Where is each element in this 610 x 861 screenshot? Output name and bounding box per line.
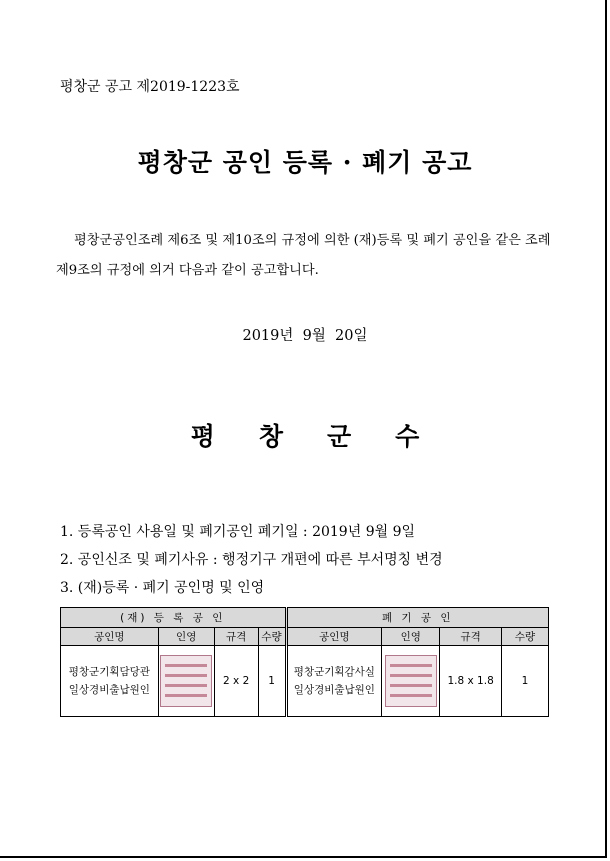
discard-seal-qty: 1	[502, 646, 549, 717]
seal-table	[60, 607, 549, 717]
issuer-char: 군	[327, 422, 352, 451]
seal-impression-icon	[160, 655, 212, 707]
column-header: 공인명	[286, 628, 382, 646]
register-header: (재) 등 록 공 인	[61, 608, 287, 628]
issuer-char: 창	[258, 422, 283, 451]
notice-date: 2019년 9월 20일	[242, 328, 368, 344]
seal-impression-icon	[385, 655, 437, 707]
column-header: 수량	[258, 628, 286, 646]
table-row	[61, 646, 549, 717]
list-item: 2. 공인신조 및 폐기사유 : 행정기구 개편에 따른 부서명칭 변경	[60, 552, 443, 568]
list-item: 1. 등록공인 사용일 및 폐기공인 폐기일 : 2019년 9월 9일	[60, 524, 416, 540]
column-header: 인영	[158, 628, 214, 646]
document-title: 평창군 공인 등록 · 폐기 공고	[137, 148, 473, 177]
list-item: 3. (재)등록 · 폐기 공인명 및 인영	[60, 580, 265, 596]
column-header: 인영	[382, 628, 440, 646]
issuer-char: 평	[190, 422, 215, 451]
column-header: 공인명	[61, 628, 159, 646]
item-list	[60, 518, 443, 602]
column-header: 규격	[214, 628, 258, 646]
notice-body: 평창군공인조례 제6조 및 제10조의 규정에 의한 (재)등록 및 폐기 공인을 같은 조례 제9조의 규정에 의거 다음과 같이 공고합니다.	[56, 233, 551, 278]
discard-seal-size: 1.8 x 1.8	[440, 646, 502, 717]
column-header: 규격	[440, 628, 502, 646]
register-seal-name: 평창군기획담당관 일상경비출납원인	[61, 646, 159, 717]
column-header: 수량	[502, 628, 549, 646]
issuer	[0, 417, 610, 453]
register-seal-qty: 1	[258, 646, 286, 717]
notice-number: 평창군 공고 제2019-1223호	[60, 79, 240, 95]
register-seal-size: 2 x 2	[214, 646, 258, 717]
discard-seal-name: 평창군기획감사실 일상경비출납원인	[286, 646, 382, 717]
discard-seal-image	[382, 646, 440, 717]
discard-header: 폐 기 공 인	[286, 608, 548, 628]
register-seal-image	[158, 646, 214, 717]
issuer-char: 수	[395, 422, 420, 451]
